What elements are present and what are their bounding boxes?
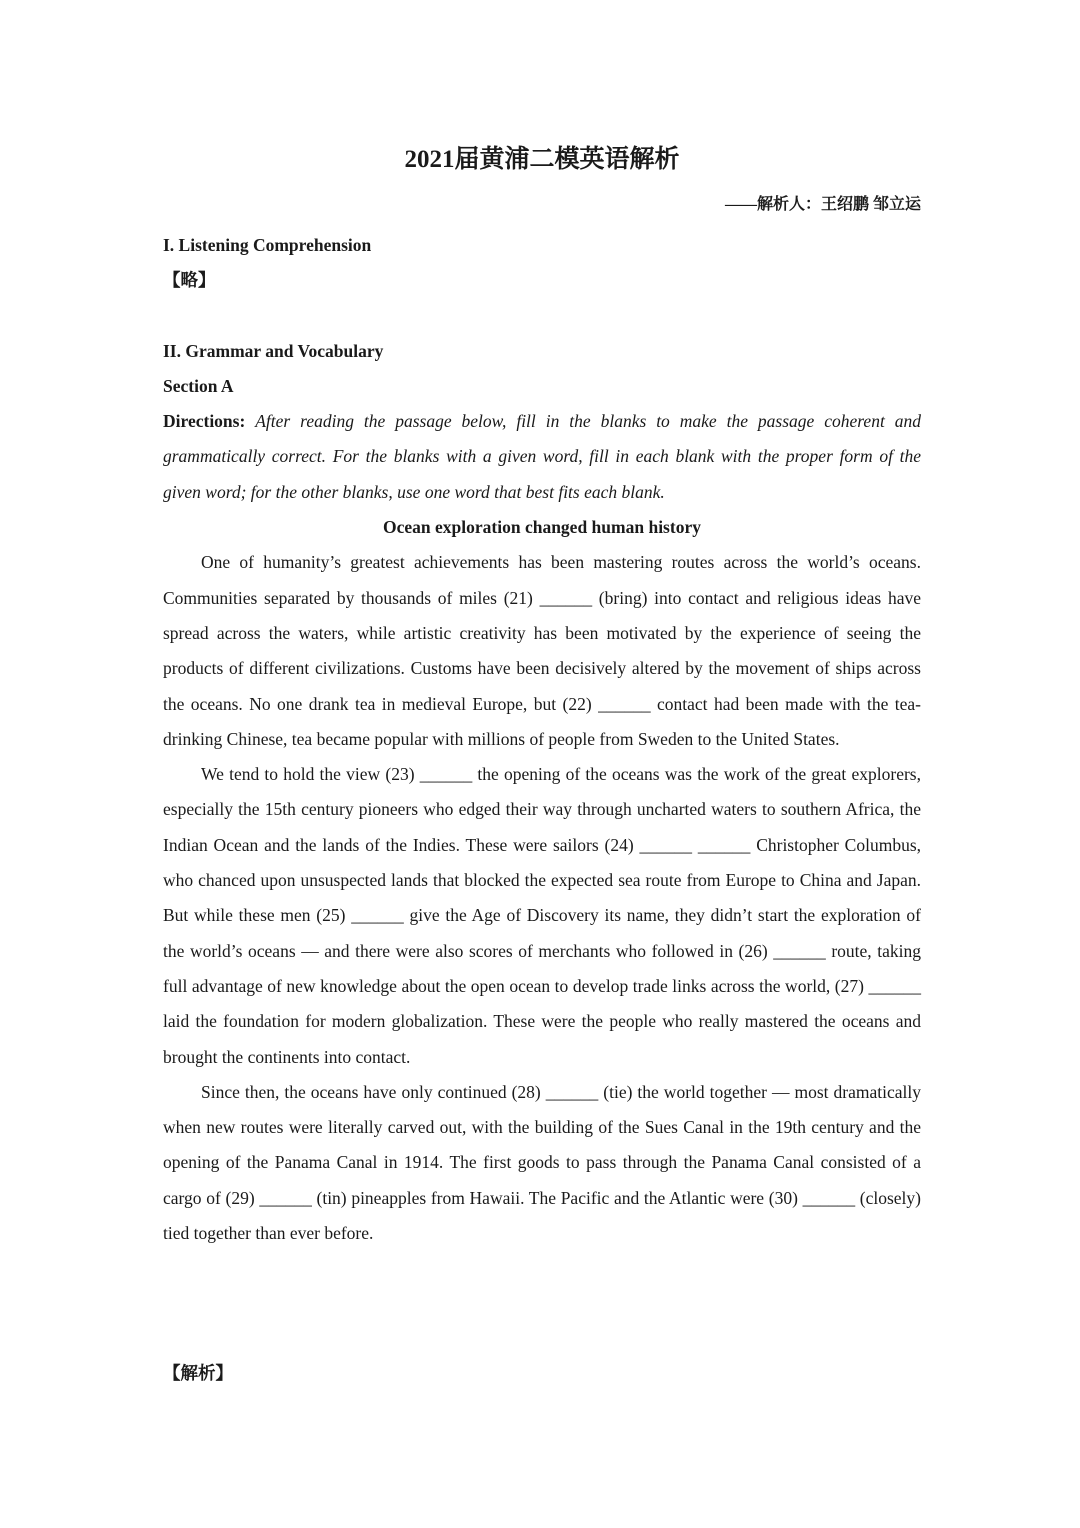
section2-subheading: Section A	[163, 375, 234, 396]
passage-paragraph-2: We tend to hold the view (23) ______ the opening of the oceans was the work of the great explorers, especially the 15th century pioneers who edged their way through uncharted waters to southern Africa, the Indian Ocean and the lands of the Indies. These were sailors (24) ______ ______ Christopher Columbus, who chanced upon unsuspected lands that blocked the expected sea route from Europe to China and Japan. But while these men (25) ______ give the Age of Discovery its name, they didn’t start the exploration of the world’s oceans — and there were also scores of merchants who followed in (26) ______ route, taking full advantage of new knowledge about the open ocean to develop trade links across the world, (27) ______ laid the foundation for modern globalization. These were the people who really mastered the oceans and brought the continents into contact.	[163, 764, 921, 1067]
directions	[163, 404, 921, 510]
document-authors: ——解析人：王绍鹏 邹立运	[724, 196, 921, 213]
document-title: 2021届黄浦二模英语解析	[404, 146, 680, 173]
passage-title: Ocean exploration changed human history	[383, 517, 701, 538]
passage-paragraph-1: One of humanity’s greatest achievements has been mastering routes across the world’s oceans. Communities separated by thousands of miles (21) ______ (bring) into contact and religious ideas have spread across the waters, while artistic creativity has been motivated by the experience of seeing the products of different civilizations. Customs have been decisively altered by the movement of ships across the oceans. No one drank tea in medieval Europe, but (22) ______ contact had been made with the tea-drinking Chinese, tea became popular with millions of people from Sweden to the United States.	[163, 552, 921, 749]
section2-heading: II. Grammar and Vocabulary	[163, 340, 384, 361]
section1-heading: I. Listening Comprehension	[163, 235, 372, 255]
document-content	[163, 140, 921, 1251]
passage-paragraph-3: Since then, the oceans have only continued (28) ______ (tie) the world together — most dramatically when new routes were literally carved out, with the building of the Sues Canal in the 19th century and the opening of the Panama Canal in 1914. The first goods to pass through the Panama Canal consisted of a cargo of (29) ______ (tin) pineapples from Hawaii. The Pacific and the Atlantic were (30) ______ (closely) tied together than ever before.	[163, 1081, 921, 1244]
section1-note: 【略】	[163, 270, 216, 291]
analysis-heading: 【解析】	[163, 1363, 233, 1383]
directions-text: After reading the passage below, fill in the blanks to make the passage coherent and grammatically correct. For the blanks with a given word, fill in each blank with the proper form of the given word; for the other blanks, use one word that best fits each blank.	[163, 411, 921, 502]
spacer	[163, 299, 921, 334]
directions-label: Directions:	[163, 411, 246, 432]
